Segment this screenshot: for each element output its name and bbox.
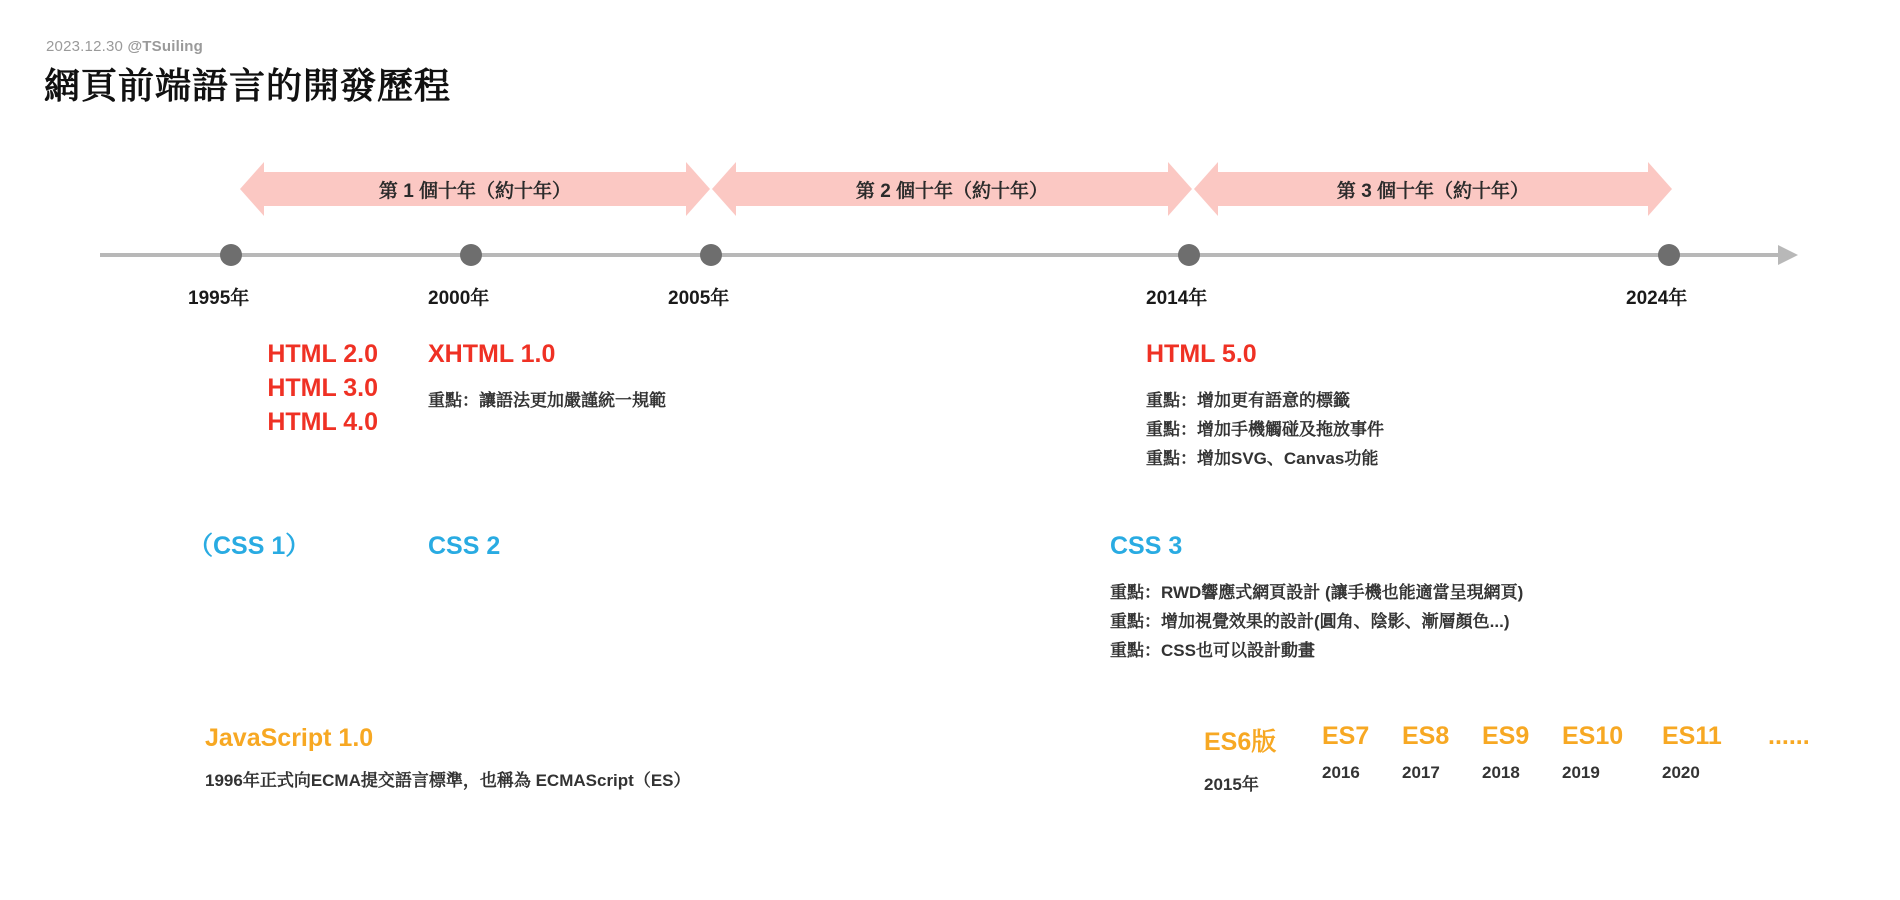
arrow-right-icon xyxy=(1648,162,1672,216)
es-version-item xyxy=(1768,722,1810,751)
es-version-item xyxy=(1204,722,1276,795)
es-version-name: ES11 xyxy=(1662,722,1722,750)
css1-group xyxy=(188,530,310,564)
timeline-label-1995: 1995年 xyxy=(188,288,250,309)
javascript-note-1: 1996年正式向ECMA提交語言標準，也稱為 ECMAScript（ES） xyxy=(205,770,691,790)
html-2-title: HTML 2.0 xyxy=(267,340,378,368)
es-version-name: ES7 xyxy=(1322,722,1370,750)
css3-note-2: 重點：增加視覺效果的設計(圓角、陰影、漸層顏色...) xyxy=(1110,611,1510,631)
xhtml-2000-group xyxy=(428,338,666,415)
es-version-item xyxy=(1482,722,1529,783)
timeline-label-2005: 2005年 xyxy=(668,288,730,309)
byline-handle: @TSuiling xyxy=(127,38,204,55)
html5-note-2: 重點：增加手機觸碰及拖放事件 xyxy=(1146,419,1384,439)
es-version-year: 2016 xyxy=(1322,763,1360,782)
css1-title: （CSS 1） xyxy=(188,532,311,560)
es-version-year: 2017 xyxy=(1402,763,1440,782)
html5-note-1: 重點：增加更有語意的標籤 xyxy=(1146,390,1350,410)
html5-2014-group xyxy=(1146,338,1384,473)
timeline-label-2024: 2024年 xyxy=(1626,288,1688,309)
timeline-dot-2024 xyxy=(1658,244,1680,266)
css3-note-1: 重點：RWD響應式網頁設計 (讓手機也能適當呈現網頁) xyxy=(1110,582,1524,602)
decade-bar-1 xyxy=(240,162,710,216)
css3-note-3: 重點：CSS也可以設計動畫 xyxy=(1110,641,1315,661)
es-version-year: 2020 xyxy=(1662,763,1700,782)
arrow-left-icon xyxy=(1194,162,1218,216)
decade-bar-2 xyxy=(712,162,1192,216)
arrow-left-icon xyxy=(240,162,264,216)
timeline-dot-2005 xyxy=(700,244,722,266)
html-1995-group xyxy=(178,338,378,439)
es-version-item xyxy=(1322,722,1369,783)
css3-group xyxy=(1110,530,1523,665)
timeline-label-2014: 2014年 xyxy=(1146,288,1208,309)
es-version-item xyxy=(1562,722,1623,783)
es-version-name: ES6版 xyxy=(1204,728,1277,756)
es-version-item xyxy=(1662,722,1722,783)
xhtml-title: XHTML 1.0 xyxy=(428,340,556,368)
css3-title: CSS 3 xyxy=(1110,532,1183,560)
css2-title: CSS 2 xyxy=(428,532,501,560)
es-version-item xyxy=(1402,722,1449,783)
html-4-title: HTML 4.0 xyxy=(267,407,378,436)
arrow-right-icon xyxy=(686,162,710,216)
es-version-name: ES8 xyxy=(1402,722,1450,750)
es-version-year: 2019 xyxy=(1562,763,1600,782)
html-3-title: HTML 3.0 xyxy=(267,373,378,402)
byline-date: 2023.12.30 xyxy=(46,38,124,55)
html5-title: HTML 5.0 xyxy=(1146,340,1257,368)
decade-label: 第 3 個十年（約十年） xyxy=(1336,180,1530,202)
html5-note-3: 重點：增加SVG、Canvas功能 xyxy=(1146,449,1379,469)
css2-group xyxy=(428,530,500,564)
arrow-right-icon xyxy=(1168,162,1192,216)
es-version-name: ES10 xyxy=(1562,722,1624,750)
es-version-year: 2018 xyxy=(1482,763,1520,782)
decade-label: 第 1 個十年（約十年） xyxy=(378,180,572,202)
page-title: 網頁前端語言的開發歷程 xyxy=(44,65,452,106)
es-version-more: ...... xyxy=(1768,722,1810,750)
xhtml-note-1: 重點：讓語法更加嚴謹統一規範 xyxy=(428,390,666,410)
arrow-left-icon xyxy=(712,162,736,216)
byline xyxy=(46,38,203,55)
timeline-dot-2000 xyxy=(460,244,482,266)
es-version-year: 2015年 xyxy=(1204,775,1259,794)
timeline-dot-2014 xyxy=(1178,244,1200,266)
decade-label: 第 2 個十年（約十年） xyxy=(855,180,1049,202)
timeline-axis xyxy=(100,253,1778,257)
timeline-arrow-icon xyxy=(1778,245,1798,265)
decade-bar-3 xyxy=(1194,162,1672,216)
es-version-name: ES9 xyxy=(1482,722,1530,750)
javascript-group xyxy=(205,722,691,795)
javascript-title: JavaScript 1.0 xyxy=(205,724,374,752)
timeline-dot-1995 xyxy=(220,244,242,266)
timeline-label-2000: 2000年 xyxy=(428,288,490,309)
